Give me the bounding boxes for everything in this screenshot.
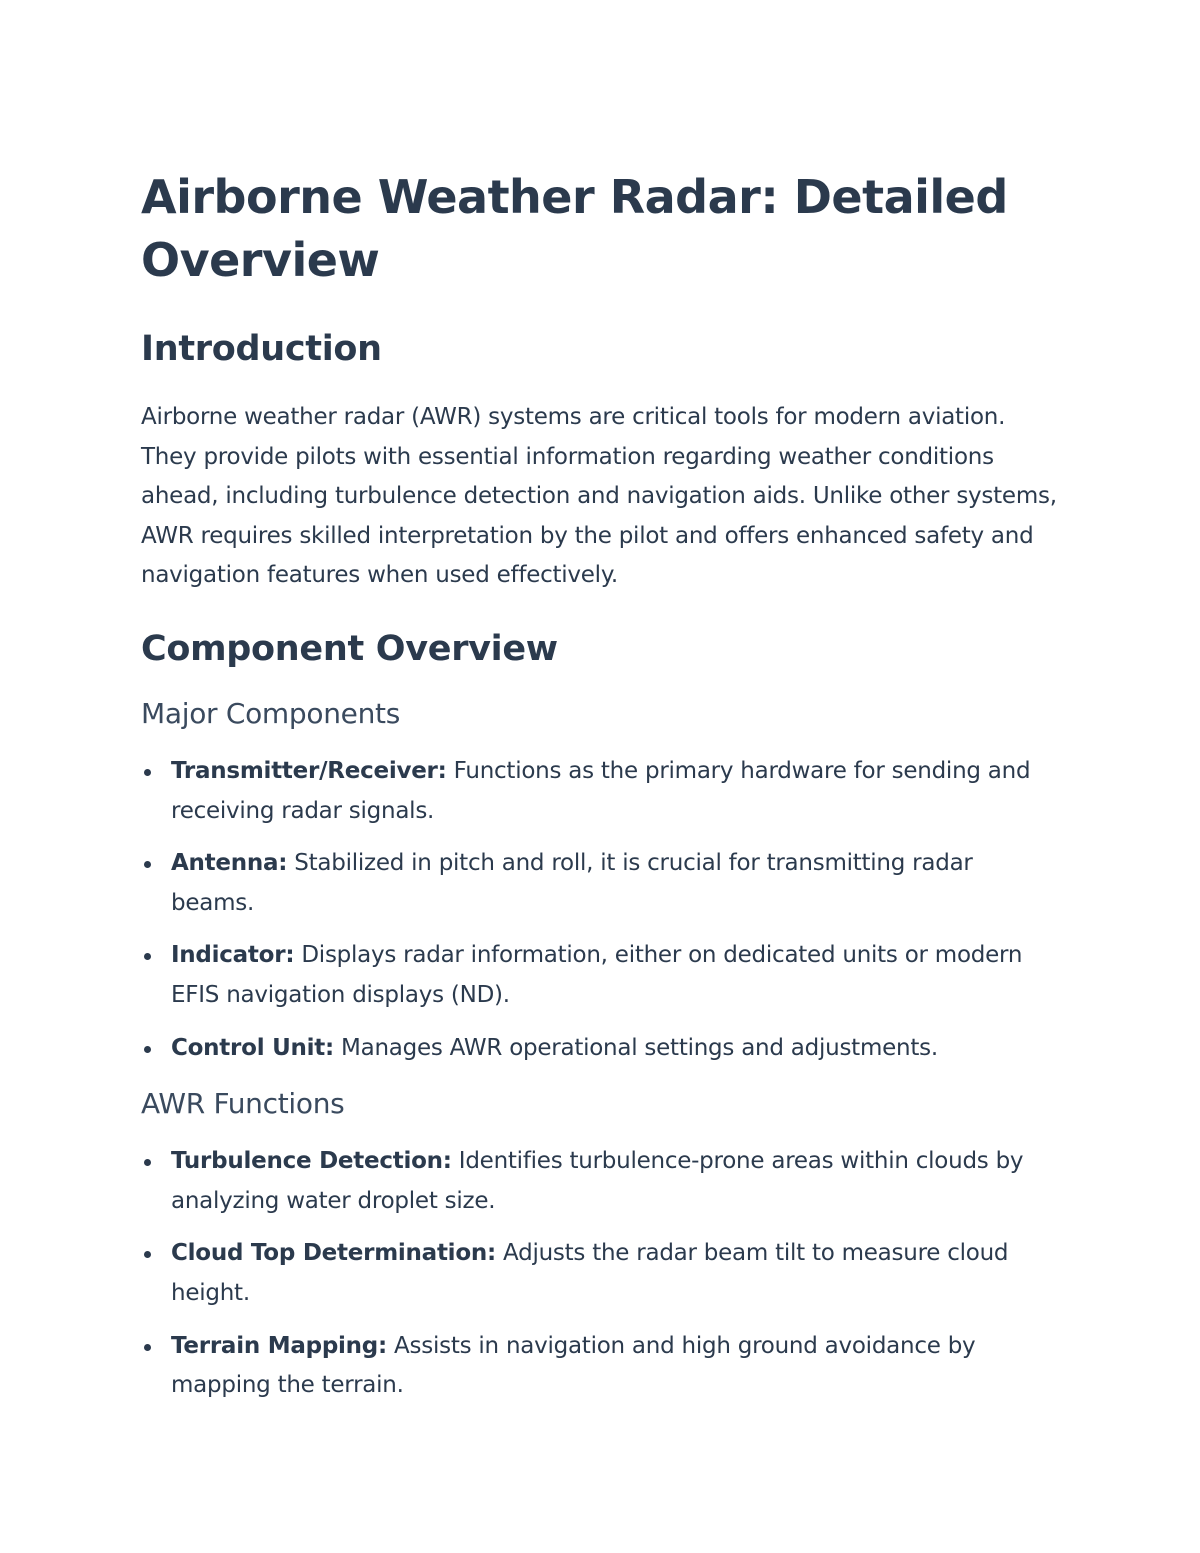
list-item bbox=[141, 752, 1060, 831]
major-components-heading: Major Components bbox=[141, 696, 400, 730]
list-item-text: Functions as the primary hardware for sending and receiving radar signals. bbox=[171, 757, 1031, 824]
list-item-text: Assists in navigation and high ground avoidance by mapping the terrain. bbox=[171, 1332, 976, 1399]
list-item-term: Terrain Mapping: bbox=[171, 1332, 387, 1359]
list-item-text: Stabilized in pitch and roll, it is crucial for transmitting radar beams. bbox=[171, 850, 973, 916]
list-item-term: Antenna: bbox=[171, 850, 288, 877]
list-item-text: Identifies turbulence-prone areas within clouds by analyzing water droplet size. bbox=[171, 1148, 1024, 1214]
list-item-text: Manages AWR operational settings and adjustments. bbox=[333, 1034, 938, 1061]
list-item bbox=[141, 1142, 1060, 1221]
list-item bbox=[141, 1029, 1060, 1069]
list-item-term: Control Unit: bbox=[171, 1034, 334, 1061]
major-components-list bbox=[141, 752, 1060, 1068]
list-item-text: Adjusts the radar beam tilt to measure cloud height. bbox=[171, 1240, 1009, 1306]
awr-functions-heading: AWR Functions bbox=[141, 1087, 345, 1121]
list-item bbox=[141, 844, 1060, 923]
bullet-icon bbox=[144, 1251, 151, 1258]
bullet-icon bbox=[144, 1159, 151, 1166]
bullet-icon bbox=[144, 1046, 151, 1053]
introduction-heading: Introduction bbox=[141, 329, 382, 369]
list-item-term: Cloud Top Determination: bbox=[171, 1240, 496, 1267]
list-item bbox=[141, 1234, 1060, 1313]
introduction-paragraph: Airborne weather radar (AWR) systems are critical tools for modern aviation. They provide pilots with essential information regarding weather conditions ahead, including turbulence detection and navigation aids. Unlike other systems, AWR requires skilled interpretation by the pilot and offers enhanced safety and navigation features when used effectively. bbox=[141, 404, 1057, 589]
list-item-term: Indicator: bbox=[171, 942, 295, 969]
list-item-term: Transmitter/Receiver: bbox=[171, 757, 447, 784]
list-item-term: Turbulence Detection: bbox=[171, 1148, 452, 1175]
list-item bbox=[141, 1327, 1060, 1406]
bullet-icon bbox=[144, 953, 151, 960]
bullet-icon bbox=[144, 861, 151, 868]
list-item-text: Displays radar information, either on dedicated units or modern EFIS navigation displays (ND). bbox=[171, 942, 1023, 1008]
bullet-icon bbox=[144, 769, 151, 776]
bullet-icon bbox=[144, 1344, 151, 1351]
page-title: Airborne Weather Radar: Detailed Overview bbox=[141, 170, 1008, 287]
awr-functions-list bbox=[141, 1142, 1060, 1406]
list-item bbox=[141, 936, 1060, 1015]
component-overview-heading: Component Overview bbox=[141, 628, 558, 669]
